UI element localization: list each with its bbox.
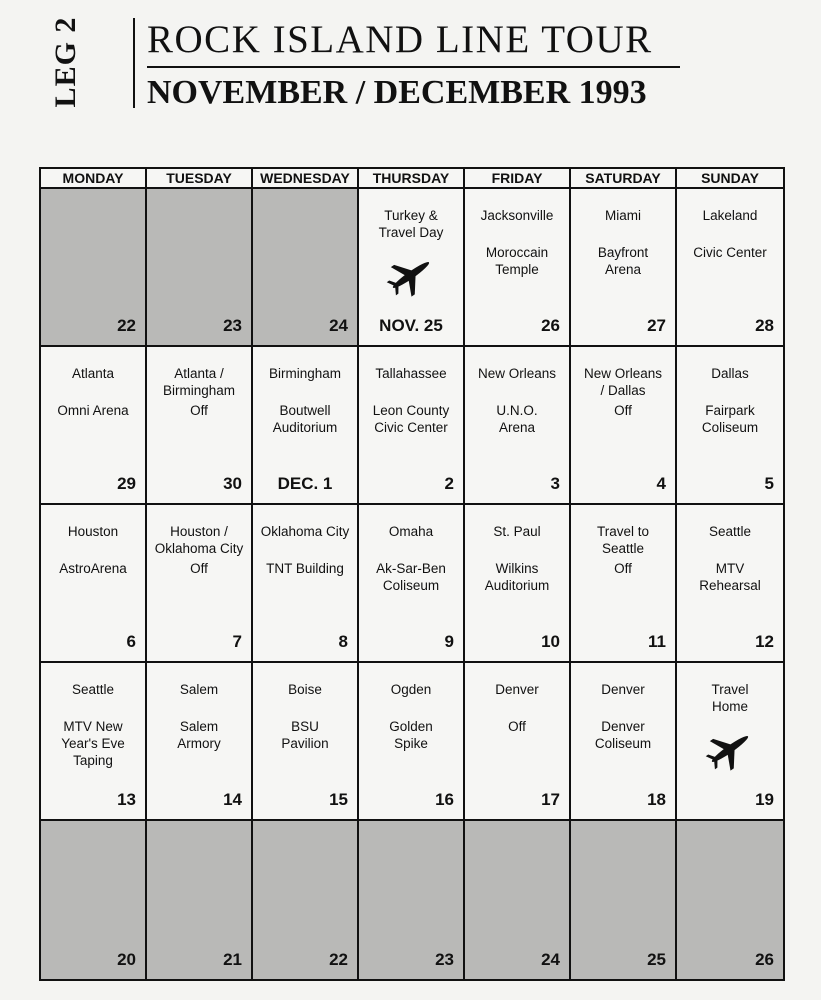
venue-label: MTV New Year's Eve Taping (61, 719, 125, 768)
city-label: Miami (605, 208, 641, 223)
city-label: Birmingham (268, 366, 342, 381)
calendar-day-cell (465, 821, 571, 979)
calendar-day-cell (465, 347, 571, 505)
calendar-day-cell (41, 821, 147, 979)
city-label: Ogden (390, 682, 432, 697)
date-number: 13 (117, 790, 136, 809)
city-label: Turkey & Travel Day (378, 208, 444, 240)
date-number: 18 (647, 790, 666, 809)
date-number: 29 (117, 474, 136, 493)
calendar-day-cell (359, 505, 465, 663)
date-number: 10 (541, 632, 560, 651)
calendar-day-cell (359, 663, 465, 821)
date-number: 12 (755, 632, 774, 651)
city-label: Seattle (708, 524, 752, 539)
page-header (0, 0, 821, 160)
city-label: Houston (67, 524, 119, 539)
city-label: Jacksonville (480, 208, 554, 223)
venue-label: Omni Arena (57, 403, 129, 418)
calendar-day-cell (465, 663, 571, 821)
date-number: 16 (435, 790, 454, 809)
header-vertical-rule (133, 18, 135, 108)
leg-label: LEG 2 (49, 16, 82, 108)
date-number: 23 (435, 950, 454, 969)
venue-label: Denver Coliseum (594, 719, 652, 751)
date-number: 3 (550, 474, 560, 493)
city-label: Atlanta (71, 366, 115, 381)
city-label: Denver (495, 682, 539, 697)
venue-label: Bayfront Arena (597, 245, 649, 277)
venue-label: BSU Pavilion (281, 719, 329, 751)
date-number: 25 (647, 950, 666, 969)
venue-label: Off (508, 719, 526, 734)
calendar-day-cell (41, 663, 147, 821)
city-label: Boise (288, 682, 322, 697)
city-label: Lakeland (702, 208, 758, 223)
calendar-day-cell (253, 663, 359, 821)
calendar-day-cell (41, 189, 147, 347)
calendar-day-cell (571, 347, 677, 505)
city-label: Seattle (71, 682, 115, 697)
venue-label: Salem Armory (177, 719, 221, 751)
date-number: 23 (223, 316, 242, 335)
date-number: 19 (755, 790, 774, 809)
calendar-day-cell (677, 189, 783, 347)
city-label: Omaha (388, 524, 434, 539)
city-label: St. Paul (493, 524, 541, 539)
venue-label: Off (190, 403, 208, 418)
calendar-day-cell (359, 347, 465, 505)
calendar-day-cell (677, 347, 783, 505)
venue-label: TNT Building (266, 561, 344, 576)
calendar-day-cell (41, 505, 147, 663)
date-number: 30 (223, 474, 242, 493)
date-number: 26 (541, 316, 560, 335)
date-number: 26 (755, 950, 774, 969)
venue-label: Off (614, 403, 632, 418)
city-label: Salem (179, 682, 219, 697)
day-header-sunday: SUNDAY (677, 169, 783, 189)
venue-label: Off (190, 561, 208, 576)
city-label: Houston / Oklahoma City (154, 524, 244, 556)
calendar-day-cell (147, 821, 253, 979)
venue-label: MTV Rehearsal (699, 561, 761, 593)
city-label: Tallahassee (375, 366, 447, 381)
venue-label: Moroccain Temple (485, 245, 549, 277)
venue-label: Boutwell Auditorium (272, 403, 338, 435)
venue-label: Fairpark Coliseum (701, 403, 759, 435)
city-label: Oklahoma City (260, 524, 350, 539)
date-number: 6 (126, 632, 136, 651)
calendar-day-cell (147, 663, 253, 821)
date-number: 20 (117, 950, 136, 969)
venue-label: Golden Spike (389, 719, 433, 751)
airplane-icon (386, 253, 436, 297)
day-header-thursday: THURSDAY (359, 169, 465, 189)
tour-calendar (39, 167, 785, 981)
city-label: Travel to Seattle (596, 524, 650, 556)
date-number: DEC. 1 (277, 474, 333, 493)
calendar-day-cell (147, 189, 253, 347)
date-number: 8 (338, 632, 348, 651)
calendar-day-cell (571, 663, 677, 821)
date-number: 9 (444, 632, 454, 651)
date-number: NOV. 25 (379, 316, 443, 335)
city-label: Denver (601, 682, 645, 697)
city-label: Atlanta / Birmingham (162, 366, 236, 398)
venue-label: Wilkins Auditorium (484, 561, 550, 593)
venue-label: AstroArena (59, 561, 127, 576)
date-number: 22 (117, 316, 136, 335)
calendar-day-cell (359, 821, 465, 979)
calendar-day-cell (147, 505, 253, 663)
calendar-day-cell (253, 821, 359, 979)
calendar-day-cell (253, 347, 359, 505)
calendar-day-cell (465, 189, 571, 347)
city-label: Dallas (711, 366, 749, 381)
calendar-day-cell (359, 189, 465, 347)
day-header-saturday: SATURDAY (571, 169, 677, 189)
city-label: Travel Home (711, 682, 749, 714)
airplane-icon (705, 727, 755, 771)
calendar-day-cell (677, 505, 783, 663)
calendar-day-cell (41, 347, 147, 505)
calendar-day-cell (571, 189, 677, 347)
calendar-day-cell (677, 821, 783, 979)
venue-label: Civic Center (693, 245, 767, 260)
calendar-day-cell (571, 505, 677, 663)
day-header-tuesday: TUESDAY (147, 169, 253, 189)
date-number: 2 (444, 474, 454, 493)
date-number: 7 (232, 632, 242, 651)
date-number: 24 (329, 316, 348, 335)
date-number: 24 (541, 950, 560, 969)
venue-label: Ak-Sar-Ben Coliseum (376, 561, 446, 593)
city-label: New Orleans (477, 366, 557, 381)
date-number: 5 (764, 474, 774, 493)
date-number: 22 (329, 950, 348, 969)
venue-label: Off (614, 561, 632, 576)
date-number: 28 (755, 316, 774, 335)
day-header-wednesday: WEDNESDAY (253, 169, 359, 189)
date-number: 4 (656, 474, 666, 493)
calendar-day-cell (147, 347, 253, 505)
date-number: 27 (647, 316, 666, 335)
calendar-day-cell (465, 505, 571, 663)
calendar-day-cell (677, 663, 783, 821)
page-title: ROCK ISLAND LINE TOUR (147, 18, 653, 61)
day-header-monday: MONDAY (41, 169, 147, 189)
date-number: 21 (223, 950, 242, 969)
venue-label: U.N.O. Arena (496, 403, 538, 435)
city-label: New Orleans / Dallas (583, 366, 663, 398)
venue-label: Leon County Civic Center (372, 403, 450, 435)
calendar-day-cell (571, 821, 677, 979)
date-number: 17 (541, 790, 560, 809)
page-subtitle: NOVEMBER / DECEMBER 1993 (147, 74, 647, 111)
calendar-day-cell (253, 189, 359, 347)
date-number: 15 (329, 790, 348, 809)
date-number: 14 (223, 790, 242, 809)
day-header-friday: FRIDAY (465, 169, 571, 189)
date-number: 11 (648, 632, 666, 651)
calendar-day-cell (253, 505, 359, 663)
header-divider (147, 66, 680, 68)
